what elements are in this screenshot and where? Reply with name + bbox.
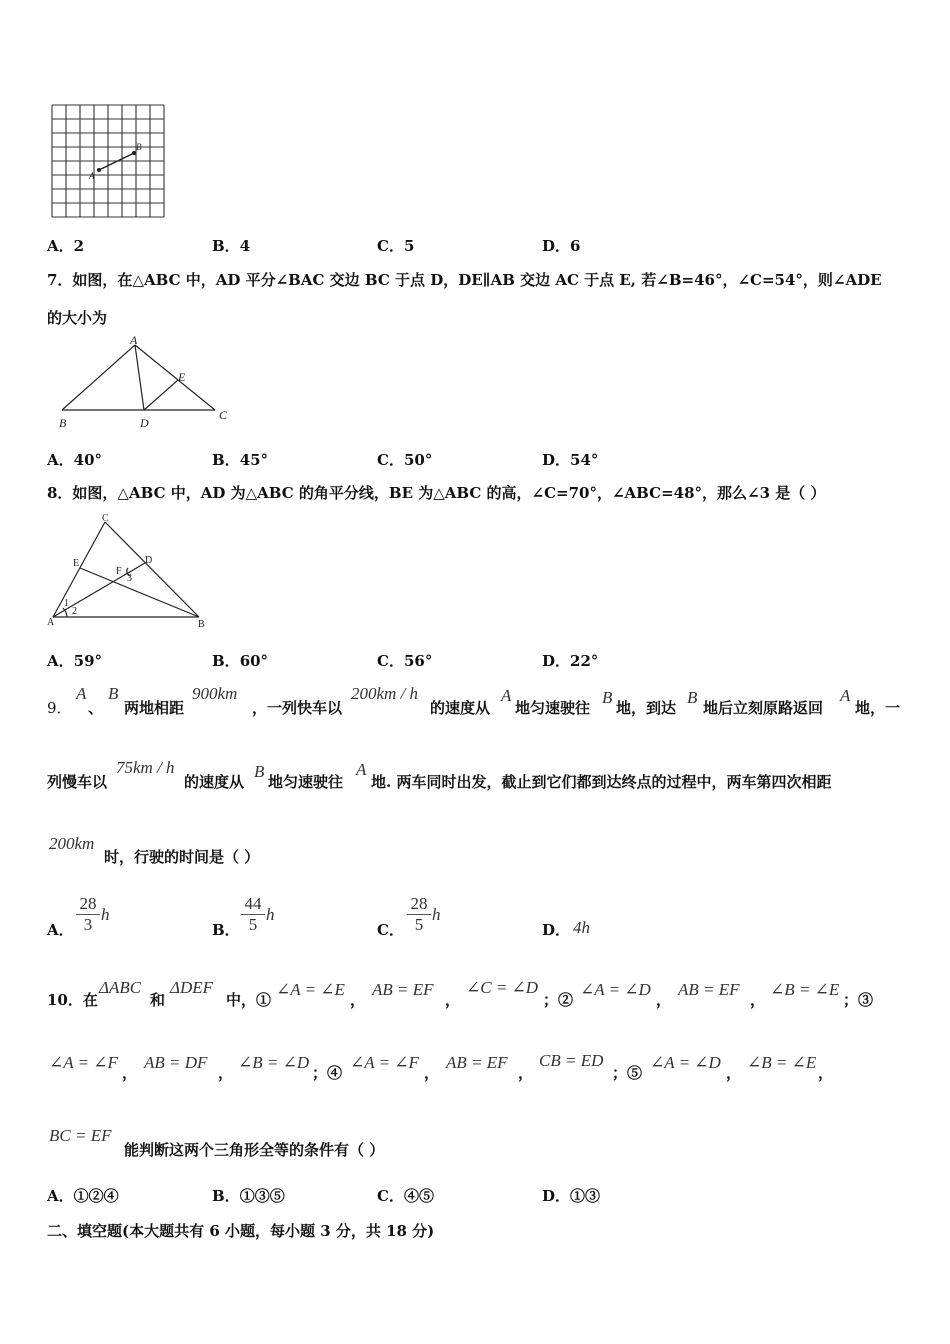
q9-option-c-unit: h bbox=[432, 905, 441, 924]
q9-text-9: 的速度从 bbox=[184, 773, 245, 791]
q7-option-a[interactable] bbox=[47, 450, 102, 470]
q8-option-d-letter: D． bbox=[542, 652, 571, 670]
q9-option-d-value: 4h bbox=[573, 918, 590, 937]
q10-text-start: 10．在 bbox=[47, 991, 98, 1009]
q9-option-b-fraction bbox=[241, 895, 265, 934]
label-c: C bbox=[102, 513, 109, 524]
q6-option-d-letter: D． bbox=[542, 237, 571, 255]
label-f: F bbox=[116, 566, 122, 577]
q6-option-c[interactable] bbox=[377, 236, 414, 256]
q6-option-b-letter: B． bbox=[212, 237, 240, 255]
q7-stem-line1: 7．如图，在△ABC 中，AD 平分∠BAC 交边 BC 于点 D，DE∥AB 交边 AC 于点 E, 若∠B=46°，∠C=54°，则∠ADE bbox=[47, 271, 882, 289]
q7-option-d-value: 54° bbox=[570, 451, 599, 469]
q9-text-10: 地匀速驶往 bbox=[268, 773, 344, 791]
q9-option-a-denominator: 3 bbox=[83, 915, 93, 934]
q10-c5-angle-a-d: ∠A = ∠D bbox=[650, 1053, 721, 1072]
q9-option-b-letter: B． bbox=[212, 921, 240, 939]
q9-var-a4: A bbox=[356, 760, 367, 779]
q9-var-a: A bbox=[76, 684, 87, 703]
q9-speed-slow: 75km / h bbox=[116, 758, 175, 777]
q8-option-d[interactable] bbox=[542, 651, 598, 671]
q7-option-a-letter: A． bbox=[47, 451, 74, 469]
q6-option-c-value: 5 bbox=[403, 237, 415, 255]
q6-option-a[interactable] bbox=[47, 236, 84, 256]
q9-text-11: 地. 两车同时出发，截止到它们都到达终点的过程中，两车第四次相距 bbox=[371, 773, 832, 791]
q9-text-1: 两地相距 bbox=[124, 699, 185, 717]
label-1: 1 bbox=[64, 598, 69, 609]
q10-sep-5: ；⑤ bbox=[612, 1064, 643, 1082]
q10-option-c-value: ④⑤ bbox=[403, 1187, 434, 1205]
q10-sep-3: ；③ bbox=[843, 991, 874, 1009]
q10-comma: ， bbox=[350, 991, 366, 1009]
q8-option-c-value: 56° bbox=[403, 652, 433, 670]
label-e: E bbox=[73, 558, 80, 569]
q7-option-b-letter: B． bbox=[212, 451, 240, 469]
grid-figure bbox=[50, 103, 170, 221]
q10-option-a-letter: A． bbox=[47, 1187, 74, 1205]
label-b: B bbox=[59, 416, 67, 430]
q7-option-d-letter: D． bbox=[542, 451, 571, 469]
q10-c2-angle-a-d: ∠A = ∠D bbox=[580, 980, 651, 999]
q10-option-c-letter: C． bbox=[377, 1187, 404, 1205]
q10-option-b-letter: B． bbox=[212, 1187, 240, 1205]
q8-stem: 8．如图，△ABC 中，AD 为△ABC 的角平分线，BE 为△ABC 的高，∠C=70°，∠ABC=48°，那么∠3 是（ ） bbox=[47, 484, 826, 502]
label-d: D bbox=[145, 555, 153, 566]
q10-c3-angle-a-f: ∠A = ∠F bbox=[49, 1053, 118, 1072]
label-a: A bbox=[89, 171, 95, 181]
q8-option-a-letter: A． bbox=[47, 652, 74, 670]
q8-option-b-letter: B． bbox=[212, 652, 240, 670]
q9-separator: 、 bbox=[88, 699, 104, 717]
label-a: A bbox=[130, 333, 138, 347]
q9-var-b3: B bbox=[687, 688, 698, 707]
q9-option-b-numerator: 44 bbox=[244, 894, 262, 913]
q6-option-d[interactable] bbox=[542, 236, 580, 256]
q9-option-b-denominator: 5 bbox=[248, 915, 258, 934]
q9-text-2: ，一列快车以 bbox=[252, 699, 343, 717]
q10-c1-angle-a-e: ∠A = ∠E bbox=[276, 980, 345, 999]
q7-option-c-value: 50° bbox=[403, 451, 433, 469]
q10-triangle-1: ΔABC bbox=[99, 978, 142, 997]
q10-c1-angle-c-d: ∠C = ∠D bbox=[466, 978, 539, 997]
q10-text-and: 和 bbox=[150, 991, 166, 1009]
q10-c1-ab-ef: AB = EF bbox=[372, 980, 434, 999]
section-heading: 二、填空题(本大题共有 6 小题，每小题 3 分，共 18 分) bbox=[47, 1222, 435, 1240]
q9-text-12: 时，行驶的时间是（ ） bbox=[104, 848, 260, 866]
q10-option-b-value: ①③⑤ bbox=[239, 1187, 285, 1205]
q9-text-6: 地后立刻原路返回 bbox=[703, 699, 824, 717]
q9-number: 9． bbox=[47, 699, 72, 717]
label-3: 3 bbox=[127, 573, 132, 584]
q9-option-b-unit: h bbox=[266, 905, 275, 924]
q10-text-mid: 中，① bbox=[226, 991, 272, 1009]
q10-triangle-2: ΔDEF bbox=[170, 978, 214, 997]
q9-text-5: 地，到达 bbox=[616, 699, 677, 717]
q9-option-c-fraction bbox=[407, 895, 431, 934]
q8-option-a[interactable] bbox=[47, 651, 102, 671]
q10-option-b[interactable] bbox=[212, 1186, 285, 1206]
q6-option-d-value: 6 bbox=[570, 237, 581, 255]
q10-comma: ， bbox=[122, 1064, 138, 1082]
q10-c5-angle-b-e: ∠B = ∠E bbox=[747, 1053, 817, 1072]
q10-c4-ab-ef: AB = EF bbox=[446, 1053, 508, 1072]
q10-option-d-value: ①③ bbox=[570, 1187, 601, 1205]
q8-option-d-value: 22° bbox=[570, 652, 599, 670]
q9-text-4: 地匀速驶往 bbox=[515, 699, 591, 717]
triangle-figure-q7 bbox=[55, 333, 240, 433]
label-a: A bbox=[47, 617, 55, 628]
q10-c4-angle-a-f: ∠A = ∠F bbox=[350, 1053, 419, 1072]
q9-option-c-denominator: 5 bbox=[414, 915, 424, 934]
q9-text-8: 列慢车以 bbox=[47, 773, 108, 791]
q9-distance: 900km bbox=[192, 684, 238, 703]
q9-option-d-letter: D． bbox=[542, 921, 571, 939]
label-b: B bbox=[136, 142, 142, 152]
q8-option-b[interactable] bbox=[212, 651, 268, 671]
label-d: D bbox=[140, 416, 149, 430]
q10-sep-4: ；④ bbox=[312, 1064, 343, 1082]
q9-option-a-letter: A． bbox=[47, 921, 74, 939]
q7-stem-line2: 的大小为 bbox=[47, 309, 108, 327]
q10-option-d-letter: D． bbox=[542, 1187, 571, 1205]
q7-option-a-value: 40° bbox=[73, 451, 103, 469]
q10-comma: ， bbox=[656, 991, 672, 1009]
q6-option-b-value: 4 bbox=[239, 237, 251, 255]
q6-option-a-letter: A． bbox=[47, 237, 74, 255]
q9-option-c-numerator: 28 bbox=[410, 894, 428, 913]
label-c: C bbox=[219, 408, 228, 422]
q10-comma: ， bbox=[818, 1064, 834, 1082]
q9-speed-fast: 200km / h bbox=[351, 684, 419, 703]
q6-option-c-letter: C． bbox=[377, 237, 404, 255]
q10-sep-2: ；② bbox=[543, 991, 574, 1009]
q9-var-b4: B bbox=[254, 762, 265, 781]
q8-option-c[interactable] bbox=[377, 651, 432, 671]
label-b: B bbox=[198, 619, 205, 630]
q7-option-d[interactable] bbox=[542, 450, 598, 470]
q10-c2-ab-ef: AB = EF bbox=[678, 980, 740, 999]
label-2: 2 bbox=[72, 606, 77, 617]
q9-option-a-unit: h bbox=[101, 905, 110, 924]
label-e: E bbox=[178, 370, 186, 384]
q10-c3-angle-b-d: ∠B = ∠D bbox=[238, 1053, 310, 1072]
q7-option-c-letter: C． bbox=[377, 451, 404, 469]
q10-option-a[interactable] bbox=[47, 1186, 119, 1206]
q6-option-a-value: 2 bbox=[73, 237, 85, 255]
triangle-figure-q8 bbox=[45, 510, 215, 630]
q10-comma: ， bbox=[424, 1064, 440, 1082]
q10-c3-ab-df: AB = DF bbox=[144, 1053, 208, 1072]
point-a bbox=[97, 168, 101, 172]
q9-text-3: 的速度从 bbox=[430, 699, 491, 717]
q10-c5-bc-ef: BC = EF bbox=[49, 1126, 112, 1145]
grid-lines bbox=[52, 105, 164, 217]
q9-option-c-letter: C． bbox=[377, 921, 404, 939]
q10-option-d[interactable] bbox=[542, 1186, 600, 1206]
q9-var-a2: A bbox=[501, 686, 512, 705]
q9-text-7: 地，一 bbox=[855, 699, 901, 717]
q10-comma: ， bbox=[726, 1064, 742, 1082]
q10-comma: ， bbox=[218, 1064, 234, 1082]
q9-var-b2: B bbox=[602, 688, 613, 707]
q9-var-b: B bbox=[108, 684, 119, 703]
q10-tail: 能判断这两个三角形全等的条件有（ ） bbox=[124, 1141, 385, 1159]
q7-option-c[interactable] bbox=[377, 450, 432, 470]
q10-option-c[interactable] bbox=[377, 1186, 434, 1206]
q9-option-a-fraction bbox=[76, 895, 100, 934]
q6-option-b[interactable] bbox=[212, 236, 250, 256]
q10-comma: ， bbox=[750, 991, 766, 1009]
q9-option-a-numerator: 28 bbox=[79, 894, 97, 913]
q10-c4-cb-ed: CB = ED bbox=[539, 1051, 604, 1070]
q8-option-b-value: 60° bbox=[239, 652, 269, 670]
q10-comma: ， bbox=[518, 1064, 534, 1082]
q10-comma: ， bbox=[445, 991, 461, 1009]
q8-option-c-letter: C． bbox=[377, 652, 404, 670]
q7-option-b[interactable] bbox=[212, 450, 268, 470]
q9-var-a3: A bbox=[840, 686, 851, 705]
q10-option-a-value: ①②④ bbox=[73, 1187, 119, 1205]
q8-option-a-value: 59° bbox=[73, 652, 103, 670]
q10-c2-angle-b-e: ∠B = ∠E bbox=[770, 980, 840, 999]
q7-option-b-value: 45° bbox=[239, 451, 269, 469]
q9-distance-2: 200km bbox=[49, 834, 95, 853]
